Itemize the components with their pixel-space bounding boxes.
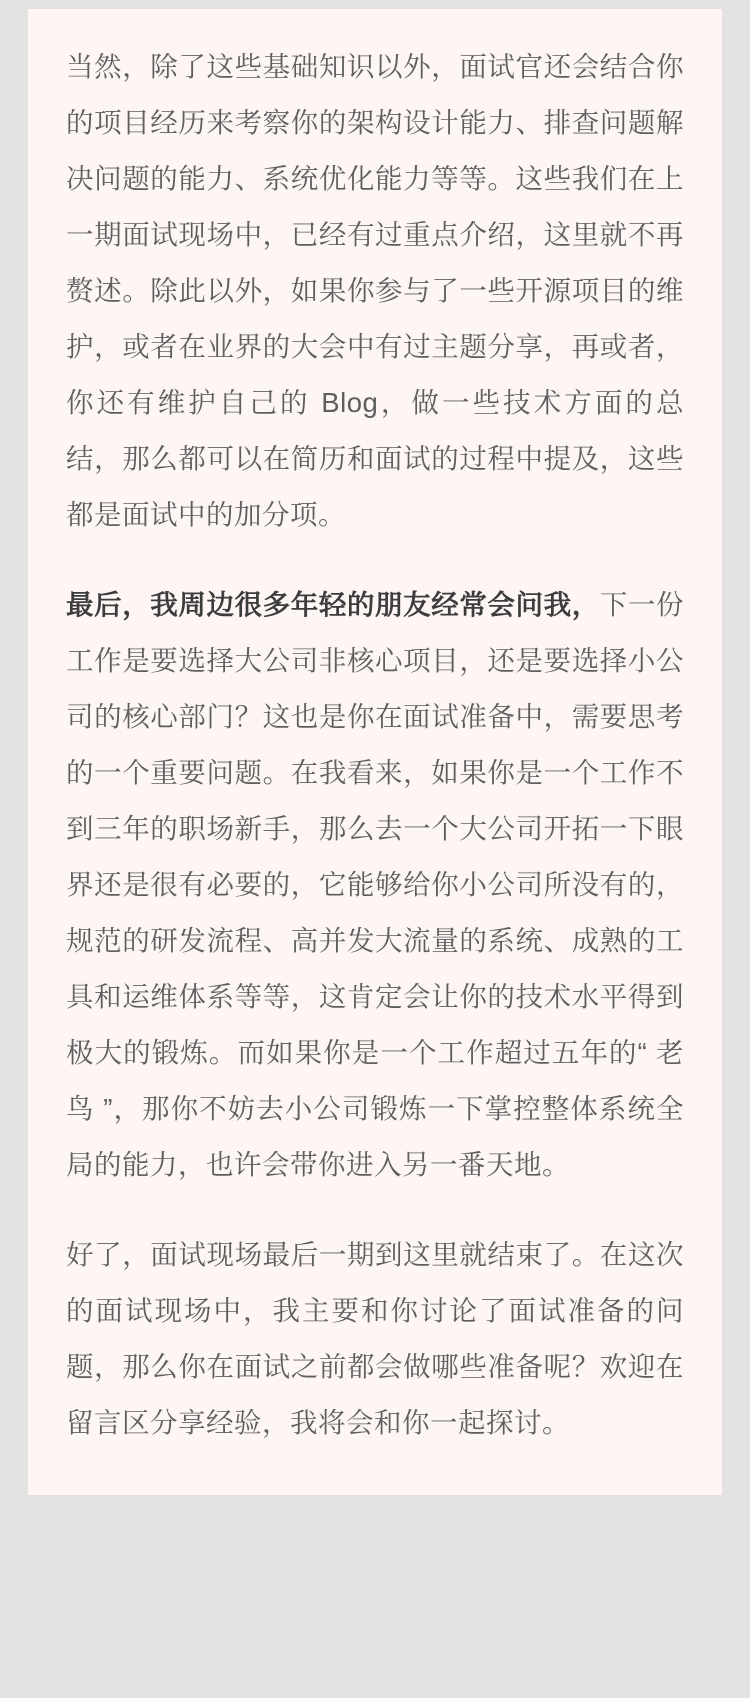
paragraph-body: 当然，除了这些基础知识以外，面试官还会结合你的项目经历来考察你的架构设计能力、排查问题解决问题的能力、系统优化能力等等。这些我们在上一期面试现场中，已经有过重点介绍，这里就不再赘述。除此以外，如果你参与了一些开源项目的维护，或者在业界的大会中有过主题分享，再或者，你还有维护自己的 Blog，做一些技术方面的总结，那么都可以在简历和面试的过程中提及，这些都是面试中的加分项。 <box>66 51 684 530</box>
paragraph-body: 好了，面试现场最后一期到这里就结束了。在这次的面试现场中，我主要和你讨论了面试准备的问题，那么你在面试之前都会做哪些准备呢？欢迎在留言区分享经验，我将会和你一起探讨。 <box>66 1239 684 1438</box>
article-paragraph <box>66 1227 684 1451</box>
paragraph-body: 下一份工作是要选择大公司非核心项目，还是要选择小公司的核心部门？这也是你在面试准备中，需要思考的一个重要问题。在我看来，如果你是一个工作不到三年的职场新手，那么去一个大公司开拓一下眼界还是很有必要的，它能够给你小公司所没有的，规范的研发流程、高并发大流量的系统、成熟的工具和运维体系等等，这肯定会让你的技术水平得到极大的锻炼。而如果你是一个工作超过五年的“ 老鸟 ”，那你不妨去小公司锻炼一下掌控整体系统全局的能力，也许会带你进入另一番天地。 <box>66 589 685 1180</box>
paragraph-lead: 最后，我周边很多年轻的朋友经常会问我， <box>66 589 600 620</box>
article-paragraph <box>66 577 684 1193</box>
article-paragraph <box>66 39 684 543</box>
article-card <box>27 8 723 1496</box>
